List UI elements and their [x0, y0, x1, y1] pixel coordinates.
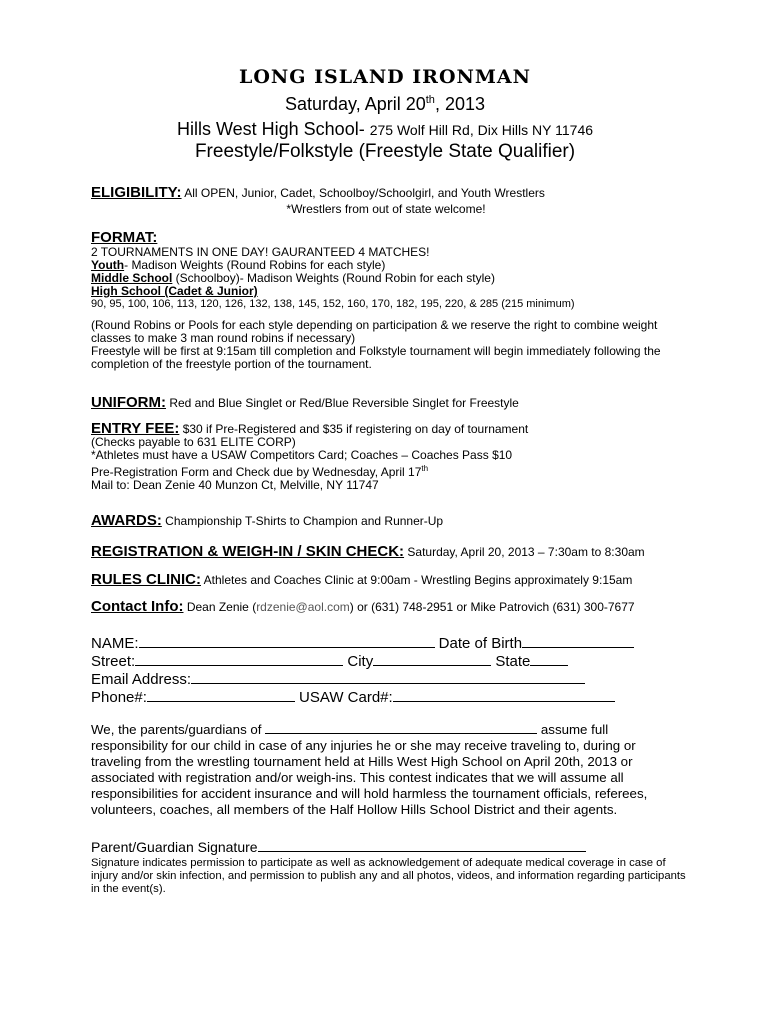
awards-heading: AWARDS:: [91, 512, 162, 529]
email-field[interactable]: [191, 670, 585, 684]
child-name-field[interactable]: [265, 722, 537, 734]
registration-section: [91, 545, 691, 559]
contact-email-link[interactable]: rdzenie@aol.com: [256, 600, 350, 614]
city-label: City: [343, 653, 374, 670]
format-youth: Youth- Madison Weights (Round Robins for each style): [91, 258, 386, 272]
email-label: Email Address:: [91, 671, 192, 688]
eligibility-heading: ELIGIBILITY:: [91, 184, 182, 201]
entry-fee-line5: Mail to: Dean Zenie 40 Munzon Ct, Melville, NY 11747: [91, 478, 379, 492]
form-row-phone: [91, 688, 691, 706]
awards-text: Championship T-Shirts to Champion and Runner-Up: [161, 514, 444, 528]
street-label: Street:: [91, 653, 136, 670]
city-field[interactable]: [373, 652, 491, 666]
signature-row: [91, 838, 691, 855]
phone-label: Phone#:: [91, 689, 147, 706]
format-section: [91, 229, 691, 371]
street-field[interactable]: [135, 652, 343, 666]
event-location: Hills West High School- 275 Wolf Hill Rd, Dix Hills NY 11746: [176, 119, 594, 139]
usaw-label: USAW Card#:: [294, 689, 393, 706]
format-line1: 2 TOURNAMENTS IN ONE DAY! GAURANTEED 4 MATCHES!: [91, 245, 430, 259]
format-hs-label: High School (Cadet & Junior): [91, 284, 258, 298]
signature-note: Signature indicates permission to participate as well as acknowledgement of adequate medical coverage in case of injury and/or skin infection, and permission to publish any and all photos, videos, and information regarding participants in the event(s).: [91, 857, 686, 895]
entry-fee-heading: ENTRY FEE:: [91, 420, 180, 437]
dob-label: Date of Birth: [434, 635, 523, 652]
format-middle: Middle School (Schoolboy)- Madison Weights (Round Robin for each style): [91, 271, 495, 285]
phone-field[interactable]: [147, 688, 295, 702]
entry-fee-section: [91, 422, 691, 492]
form-row-email: [91, 670, 691, 688]
registration-heading: REGISTRATION & WEIGH-IN / SKIN CHECK:: [91, 543, 405, 560]
state-field[interactable]: [530, 652, 568, 666]
registration-form: [91, 634, 691, 706]
rules-heading: RULES CLINIC:: [91, 571, 201, 588]
usaw-field[interactable]: [393, 688, 615, 702]
eligibility-section: [91, 186, 691, 216]
contact-heading: Contact Info:: [91, 598, 184, 615]
contact-section: Contact Info: Dean Zenie (rdzenie@aol.com) or (631) 748-2951 or Mike Patrovich (631) 300-7677: [91, 598, 635, 615]
entry-fee-line3: *Athletes must have a USAW Competitors Card; Coaches – Coaches Pass $10: [91, 448, 513, 462]
name-field[interactable]: [139, 634, 435, 648]
rules-text: Athletes and Coaches Clinic at 9:00am - Wrestling Begins approximately 9:15am: [201, 573, 633, 587]
format-weights: 90, 95, 100, 106, 113, 120, 126, 132, 138, 145, 152, 160, 170, 182, 195, 220, & 285 (215 minimum): [91, 298, 575, 310]
rules-section: [91, 573, 691, 587]
entry-fee-line4: Pre-Registration Form and Check due by Wednesday, April 17th: [91, 464, 429, 479]
registration-text: Saturday, April 20, 2013 – 7:30am to 8:30am: [404, 545, 645, 559]
format-para1: (Round Robins or Pools for each style depending on participation & we reserve the right to combine weight classes to make 3 man round robins if necessary): [91, 318, 658, 345]
waiver-paragraph: We, the parents/guardians of assume full responsibility for our child in case of any injuries he or she may receive traveling to, during or traveling from the wrestling tournament held at Hills West High School on April 20th, 2013 or associated with registration and/or weigh-ins. This contest indicates that we will assume all responsibilities for accident insurance and will hold harmless the tournament officials, referees, volunteers, coaches, all members of the Half Hollow Hills School District and their agents.: [91, 722, 648, 817]
uniform-heading: UNIFORM:: [91, 394, 166, 411]
entry-fee-text: $30 if Pre-Registered and $35 if registering on day of tournament: [179, 422, 529, 436]
event-style: Freestyle/Folkstyle (Freestyle State Qualifier): [194, 141, 576, 162]
signature-field[interactable]: [258, 838, 586, 852]
state-label: State: [491, 653, 531, 670]
format-heading: FORMAT:: [91, 229, 158, 246]
eligibility-text: All OPEN, Junior, Cadet, Schoolboy/Schoolgirl, and Youth Wrestlers: [181, 186, 545, 200]
uniform-text: Red and Blue Singlet or Red/Blue Reversible Singlet for Freestyle: [166, 396, 519, 410]
form-row-street: [91, 652, 691, 670]
name-label: NAME:: [91, 635, 139, 652]
event-title: LONG ISLAND IRONMAN: [238, 66, 532, 88]
uniform-section: [91, 396, 691, 410]
event-date: Saturday, April 20th, 2013: [285, 94, 485, 114]
eligibility-note: *Wrestlers from out of state welcome!: [286, 202, 486, 216]
form-row-name: [91, 634, 691, 652]
signature-label: Parent/Guardian Signature: [91, 839, 258, 855]
dob-field[interactable]: [522, 634, 634, 648]
format-para2: Freestyle will be first at 9:15am till completion and Folkstyle tournament will begin immediately following the completion of the freestyle portion of the tournament.: [91, 344, 661, 371]
awards-section: [91, 514, 691, 528]
entry-fee-line2: (Checks payable to 631 ELITE CORP): [91, 435, 296, 449]
